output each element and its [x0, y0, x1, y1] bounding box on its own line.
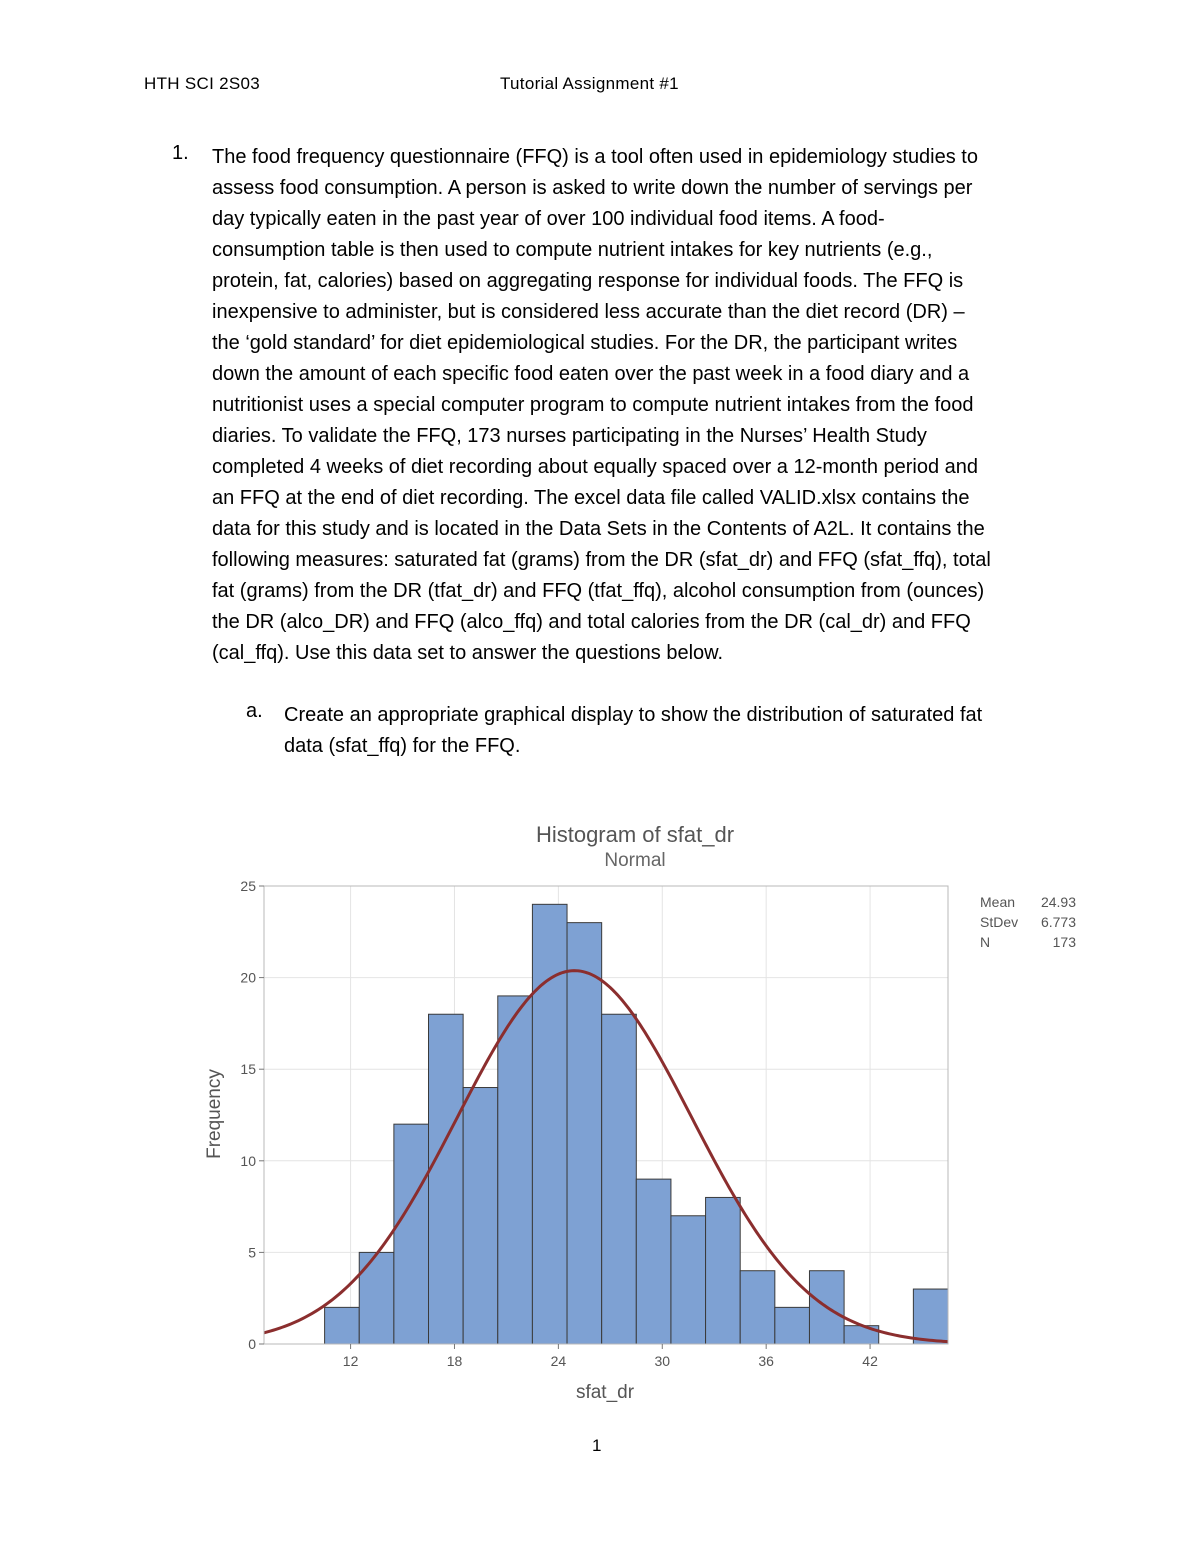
histogram-bar [775, 1307, 810, 1344]
subquestion-label: a. [246, 700, 263, 722]
histogram-bar [740, 1271, 775, 1344]
stats-mean-value: 24.93 [1040, 894, 1076, 910]
chart-subtitle: Normal [604, 850, 666, 871]
question-number: 1. [172, 142, 189, 164]
y-tick-label: 0 [248, 1336, 256, 1352]
subquestion-line: data (sfat_ffq) for the FFQ. [284, 735, 521, 757]
question-line: assess food consumption. A person is asked to write down the number of servings per [212, 177, 973, 199]
histogram-chart [200, 812, 1100, 1412]
question-line: the DR (alco_DR) and FFQ (alco_ffq) and total calories from the DR (cal_dr) and FFQ [212, 611, 971, 633]
histogram-bar [498, 996, 533, 1344]
question-text [212, 142, 1062, 669]
histogram-bar [602, 1014, 637, 1344]
histogram-bar [325, 1307, 360, 1344]
stats-n-value: 173 [1052, 934, 1076, 950]
histogram-bar [359, 1252, 394, 1344]
histogram-bar [913, 1289, 948, 1344]
question-line: consumption table is then used to compute nutrient intakes for key nutrients (e.g., [212, 239, 933, 261]
question-line: day typically eaten in the past year of over 100 individual food items. A food- [212, 208, 885, 230]
question-line: following measures: saturated fat (grams) from the DR (sfat_dr) and FFQ (sfat_ffq), total [212, 549, 991, 571]
y-tick-label: 15 [240, 1061, 256, 1078]
x-axis-label: sfat_dr [575, 1382, 635, 1403]
subquestion-text [284, 700, 982, 762]
question-line: nutritionist uses a special computer program to compute nutrient intakes from the food [212, 394, 974, 416]
histogram-bar [429, 1014, 464, 1344]
question-line: down the amount of each specific food eaten over the past week in a food diary and a [212, 363, 970, 385]
question-line: The food frequency questionnaire (FFQ) is a tool often used in epidemiology studies to [212, 146, 978, 168]
subquestion-line: Create an appropriate graphical display to show the distribution of saturated fat [284, 704, 983, 726]
question-line: diaries. To validate the FFQ, 173 nurses participating in the Nurses’ Health Study [212, 425, 927, 447]
question-line: completed 4 weeks of diet recording about equally spaced over a 12-month period and [212, 456, 979, 478]
y-tick-label: 10 [240, 1152, 256, 1169]
question-line: fat (grams) from the DR (tfat_dr) and FFQ (tfat_ffq), alcohol consumption from (ounces) [212, 580, 985, 602]
histogram-bar [532, 904, 567, 1344]
histogram-bar [394, 1124, 429, 1344]
stats-n-label: N [980, 934, 991, 950]
chart-title: Histogram of sfat_dr [535, 822, 735, 847]
histogram-bar [567, 923, 602, 1344]
x-tick-label: 24 [550, 1353, 567, 1369]
x-tick-label: 18 [446, 1353, 463, 1369]
question-line: the ‘gold standard’ for diet epidemiological studies. For the DR, the participant writes [212, 332, 958, 354]
y-axis-label: Frequency [204, 1069, 225, 1159]
x-tick-label: 30 [654, 1353, 671, 1369]
stats-stdev-label: StDev [980, 914, 1019, 930]
question-line: an FFQ at the end of diet recording. The excel data file called VALID.xlsx contains the [212, 487, 970, 509]
histogram-bar [636, 1179, 671, 1344]
x-tick-label: 12 [342, 1353, 359, 1369]
page-number: 1 [592, 1436, 602, 1455]
y-tick-label: 25 [240, 878, 256, 894]
question-line: (cal_ffq). Use this data set to answer the questions below. [212, 642, 724, 664]
histogram-bar [706, 1197, 741, 1344]
y-tick-label: 5 [248, 1244, 256, 1261]
x-tick-label: 42 [862, 1353, 878, 1369]
y-tick-label: 20 [240, 969, 256, 986]
stats-stdev-value: 6.773 [1040, 914, 1076, 930]
header-title: Tutorial Assignment #1 [500, 74, 679, 93]
histogram-bar [671, 1216, 706, 1344]
stats-mean-label: Mean [980, 894, 1016, 910]
x-tick-label: 36 [758, 1353, 774, 1369]
stats-box [980, 894, 1076, 950]
question-line: protein, fat, calories) based on aggregating response for individual foods. The FFQ is [212, 270, 964, 292]
question-line: inexpensive to administer, but is considered less accurate than the diet record (DR) – [212, 301, 965, 323]
histogram-bar [463, 1088, 498, 1344]
question-line: data for this study and is located in the Data Sets in the Contents of A2L. It contains the [212, 518, 985, 540]
header-course: HTH SCI 2S03 [144, 74, 261, 93]
